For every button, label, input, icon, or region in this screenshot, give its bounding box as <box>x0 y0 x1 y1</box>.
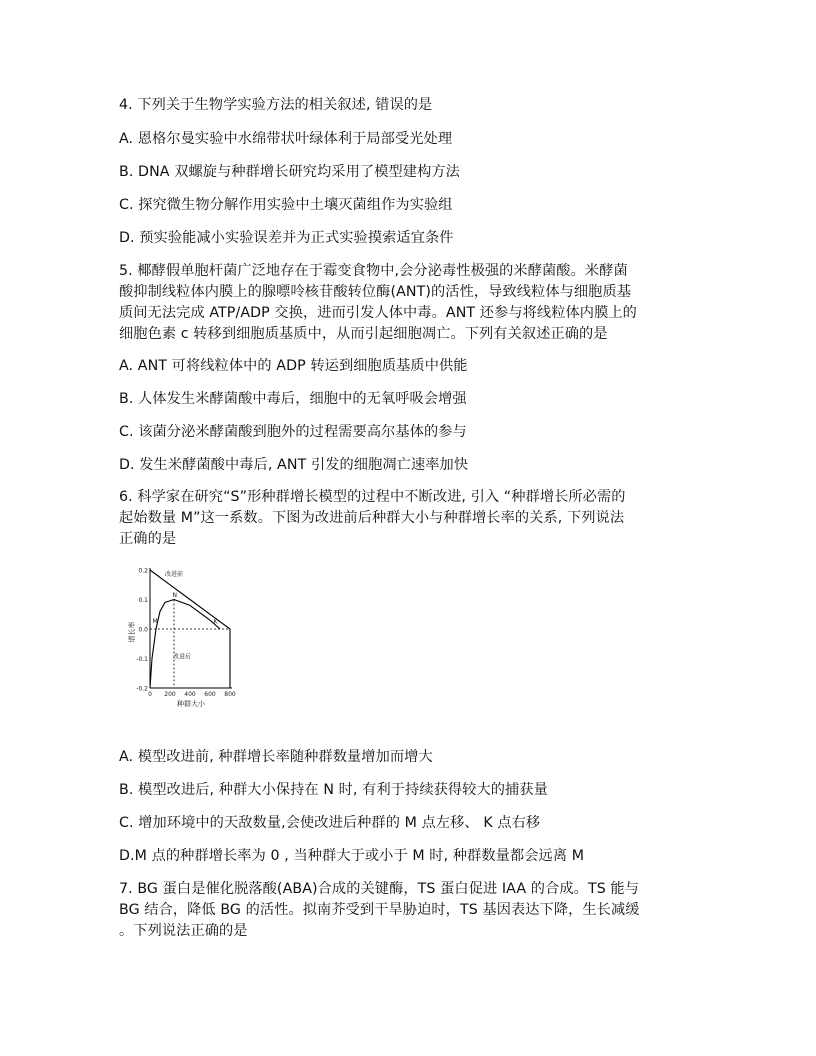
point-m-label: M <box>152 618 158 626</box>
q5-stem-line-1: 5. 椰酵假单胞杆菌广泛地存在于霉变食物中,会分泌毒性极强的米酵菌酸。米酵菌 <box>119 263 628 279</box>
y-tick-label: 0.1 <box>138 597 148 604</box>
x-tick-label: 400 <box>184 691 196 698</box>
x-tick-label: 800 <box>224 691 236 698</box>
q4-option-b: B. DNA 双螺旋与种群增长研究均采用了模型建构方法 <box>119 164 460 180</box>
x-tick-label: 0 <box>148 691 152 698</box>
q5-option-d: D. 发生米酵菌酸中毒后, ANT 引发的细胞凋亡速率加快 <box>119 457 469 473</box>
q6-option-a: A. 模型改进前, 种群增长率随种群数量增加而增大 <box>119 749 433 765</box>
x-tick-label: 200 <box>164 691 176 698</box>
q6-stem-line-2: 起始数量 M”这一系数。下图为改进前后种群大小与种群增长率的关系, 下列说法 <box>119 510 625 526</box>
q4-option-a: A. 恩格尔曼实验中水绵带状叶绿体利于局部受光处理 <box>119 131 453 147</box>
q6-option-b: B. 模型改进后, 种群大小保持在 N 时, 有利于持续获得较大的捕获量 <box>119 782 548 798</box>
q5-option-c: C. 该菌分泌米酵菌酸到胞外的过程需要高尔基体的参与 <box>119 424 467 440</box>
y-tick-label: 0.0 <box>138 626 148 634</box>
q5-stem-line-2: 酸抑制线粒体内膜上的腺嘌呤核苷酸转位酶(ANT)的活性，导致线粒体与细胞质基 <box>119 284 632 300</box>
x-axis-label: 种群大小 <box>177 700 205 708</box>
q5-option-b: B. 人体发生米酵菌酸中毒后，细胞中的无氧呼吸会增强 <box>119 391 467 407</box>
point-k-label: K <box>213 618 218 626</box>
chart-reference-lines <box>150 600 230 689</box>
q7-stem-line-2: BG 结合，降低 BG 的活性。拟南芥受到干旱胁迫时，TS 基因表达下降，生长减缓 <box>119 902 640 918</box>
y-tick-label: 0.2 <box>138 567 148 575</box>
series-after-label: 改进后 <box>173 653 192 661</box>
series-after-line <box>150 600 220 689</box>
q6-stem-line-1: 6. 科学家在研究“S”形种群增长模型的过程中不断改进, 引入 “种群增长所必需的 <box>119 489 626 505</box>
q6-option-c: C. 增加环境中的天敌数量,会使改进后种群的 M 点左移、 K 点右移 <box>119 815 541 831</box>
chart-ticks <box>136 568 236 699</box>
q7-stem-line-3: 。下列说法正确的是 <box>119 923 248 939</box>
q5-stem-line-4: 细胞色素 c 转移到细胞质基质中，从而引起细胞凋亡。下列有关叙述正确的是 <box>119 326 608 342</box>
x-tick-label: 600 <box>204 691 216 698</box>
chart-annotations <box>153 570 219 661</box>
q5-stem-line-3: 质间无法完成 ATP/ADP 交换，进而引发人体中毒。ANT 还参与将线粒体内膜上的 <box>119 305 637 321</box>
q4-option-c: C. 探究微生物分解作用实验中土壤灭菌组作为实验组 <box>119 197 453 213</box>
y-tick-label: -0.2 <box>136 685 148 693</box>
q7-stem-line-1: 7. BG 蛋白是催化脱落酸(ABA)合成的关键酶，TS 蛋白促进 IAA 的合成。TS 能与 <box>119 881 640 897</box>
q4-option-d: D. 预实验能减小实验误差并为正式实验摸索适宜条件 <box>119 230 454 246</box>
chart-axes <box>150 568 232 688</box>
y-axis-label: 增长率 <box>128 621 136 643</box>
q5-option-a: A. ANT 可将线粒体中的 ADP 转运到细胞质基质中供能 <box>119 358 468 374</box>
y-tick-label: -0.1 <box>136 656 148 663</box>
point-n-label: N <box>172 592 177 600</box>
growth-rate-chart <box>128 560 240 712</box>
q6-stem-line-3: 正确的是 <box>119 531 177 547</box>
series-before-label: 改进前 <box>165 570 184 578</box>
q6-option-d: D.M 点的种群增长率为 0 , 当种群大于或小于 M 时, 种群数量都会远离 M <box>119 848 585 864</box>
q4-stem: 4. 下列关于生物学实验方法的相关叙述, 错误的是 <box>119 97 433 113</box>
